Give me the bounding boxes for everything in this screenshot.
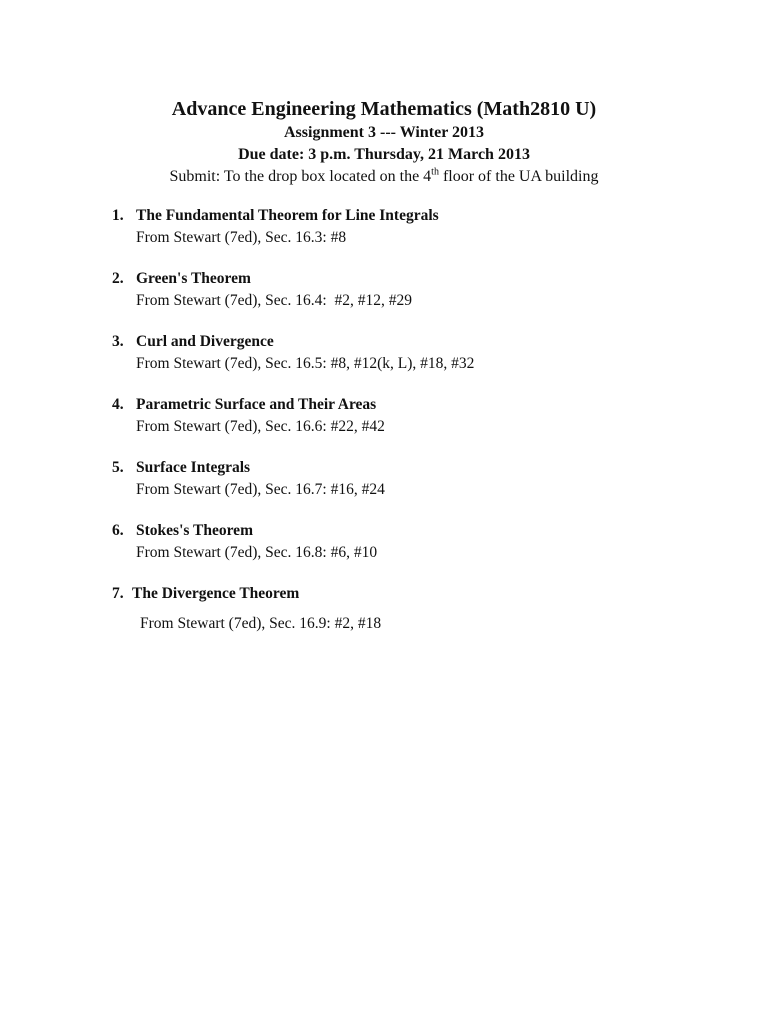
item-heading: Stokes's Theorem bbox=[136, 522, 253, 539]
list-item bbox=[112, 457, 712, 520]
item-number: 3. bbox=[112, 333, 124, 350]
item-heading: Curl and Divergence bbox=[136, 333, 274, 350]
item-number: 2. bbox=[112, 270, 124, 287]
document-header bbox=[0, 96, 768, 188]
due-date: Due date: 3 p.m. Thursday, 21 March 2013 bbox=[238, 146, 530, 163]
list-item bbox=[112, 331, 712, 394]
list-item bbox=[112, 520, 712, 583]
item-reference: From Stewart (7ed), Sec. 16.7: #16, #24 bbox=[136, 481, 385, 498]
item-number: 5. bbox=[112, 459, 124, 476]
list-item bbox=[112, 205, 712, 268]
item-number: 4. bbox=[112, 396, 124, 413]
item-reference: From Stewart (7ed), Sec. 16.4: #2, #12, #29 bbox=[136, 292, 412, 309]
item-heading: Surface Integrals bbox=[136, 459, 251, 476]
item-reference: From Stewart (7ed), Sec. 16.8: #6, #10 bbox=[136, 544, 378, 561]
problem-list bbox=[112, 205, 712, 663]
list-item bbox=[112, 268, 712, 331]
item-reference: From Stewart (7ed), Sec. 16.9: #2, #18 bbox=[140, 615, 382, 632]
item-heading: The Fundamental Theorem for Line Integrals bbox=[136, 207, 439, 224]
submit-text-suffix: floor of the UA building bbox=[438, 168, 599, 185]
item-heading: The Divergence Theorem bbox=[132, 585, 300, 602]
item-number: 1. bbox=[112, 207, 124, 224]
list-item bbox=[112, 394, 712, 457]
document-title: Advance Engineering Mathematics (Math2810 U) bbox=[171, 98, 597, 120]
item-reference: From Stewart (7ed), Sec. 16.6: #22, #42 bbox=[136, 418, 385, 435]
item-heading: Green's Theorem bbox=[136, 270, 251, 287]
item-reference: From Stewart (7ed), Sec. 16.5: #8, #12(k, L), #18, #32 bbox=[136, 355, 475, 372]
item-reference: From Stewart (7ed), Sec. 16.3: #8 bbox=[136, 229, 347, 246]
submit-text-prefix: Submit: To the drop box located on the 4 bbox=[169, 168, 432, 185]
item-number: 6. bbox=[112, 522, 124, 539]
submit-ordinal-suffix: th bbox=[431, 166, 439, 178]
item-number: 7. bbox=[112, 585, 124, 602]
list-item bbox=[112, 583, 712, 663]
assignment-subtitle: Assignment 3 --- Winter 2013 bbox=[284, 124, 484, 141]
submit-instructions bbox=[0, 166, 768, 188]
item-heading: Parametric Surface and Their Areas bbox=[136, 396, 377, 413]
